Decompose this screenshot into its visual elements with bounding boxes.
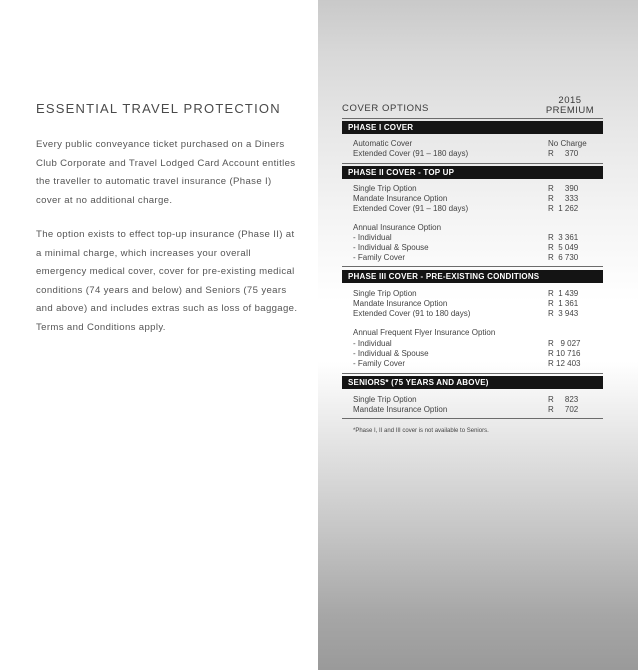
intro-paragraph: Every public conveyance ticket purchased on a Diners Club Corporate and Travel Lodged Card Account entitles the traveller to automatic travel insurance (Phase I) cover at no additional charge. [36,139,296,206]
premium-header [530,96,610,116]
row-label: - Individual [353,233,392,242]
row-value: R 1 439 [548,289,579,298]
table-row [353,339,603,349]
table-row [353,204,603,214]
footnote: *Phase I, II and III cover is not available to Seniors. [353,428,489,434]
row-label: Single Trip Option [353,289,417,298]
row-value: R 370 [548,149,579,158]
table-row [353,253,603,263]
table-row [353,359,603,369]
top-up-paragraph: The option exists to effect top-up insurance (Phase II) at a minimal charge, which increases your overall emergency medical cover, cover for pre-existing medical conditions (74 years and below) and Seniors (75 years and above) and includes extras such as loss of baggage. Terms and Conditions apply. [36,229,298,333]
table-row [353,395,603,405]
row-label: - Family Cover [353,253,406,262]
row-label: - Individual & Spouse [353,243,429,252]
row-value: R 1 361 [548,299,579,308]
row-label: Extended Cover (91 – 180 days) [353,204,469,213]
row-value: R 6 730 [548,253,579,262]
row-label: Extended Cover (91 – 180 days) [353,149,469,158]
table-row [353,149,603,159]
table-row [353,328,603,338]
row-value: R 823 [548,395,579,404]
table-row [353,405,603,415]
row-value: R 3 943 [548,309,579,318]
table-row [353,289,603,299]
row-label: - Individual [353,339,392,348]
row-label: Single Trip Option [353,184,417,193]
row-value: R 10 716 [548,349,581,358]
premium-label: PREMIUM [545,105,595,116]
cover-options-header: COVER OPTIONS [342,103,429,114]
row-value: R 333 [548,194,579,203]
header-divider [342,118,603,119]
section-divider [342,373,603,374]
row-value: R 3 361 [548,233,579,242]
table-row [353,223,603,233]
row-value: R 5 049 [548,243,579,252]
section-band-seniors: SENIORS* (75 YEARS AND ABOVE) [342,376,603,389]
table-row [353,139,603,149]
row-label: Mandate Insurance Option [353,405,448,414]
row-label: Annual Insurance Option [353,223,442,232]
row-label: - Individual & Spouse [353,349,429,358]
row-value: R 702 [548,405,579,414]
left-panel [0,0,318,670]
row-value: R 390 [548,184,579,193]
table-row [353,184,603,194]
table-row [353,349,603,359]
section-band-phase-3: PHASE III COVER - PRE-EXISTING CONDITIONS [342,270,603,283]
row-label: Automatic Cover [353,139,413,148]
table-row [353,243,603,253]
table-row [353,309,603,319]
row-label: Single Trip Option [353,395,417,404]
section-divider [342,163,603,164]
row-label: Annual Frequent Flyer Insurance Option [353,328,496,337]
row-value: R 1 262 [548,204,579,213]
premium-year: 2015 [558,95,582,106]
row-value: R 9 027 [548,339,581,348]
section-band-phase-1: PHASE I COVER [342,121,603,134]
row-value: No Charge [548,139,587,148]
row-label: Mandate Insurance Option [353,299,448,308]
section-title: ESSENTIAL TRAVEL PROTECTION [36,101,281,116]
row-value: R 12 403 [548,359,581,368]
table-row [353,299,603,309]
table-row [353,233,603,243]
row-label: Mandate Insurance Option [353,194,448,203]
section-band-phase-2: PHASE II COVER - TOP UP [342,166,603,179]
row-label: Extended Cover (91 to 180 days) [353,309,471,318]
table-bottom-divider [342,418,603,419]
section-divider [342,266,603,267]
row-label: - Family Cover [353,359,406,368]
table-row [353,194,603,204]
